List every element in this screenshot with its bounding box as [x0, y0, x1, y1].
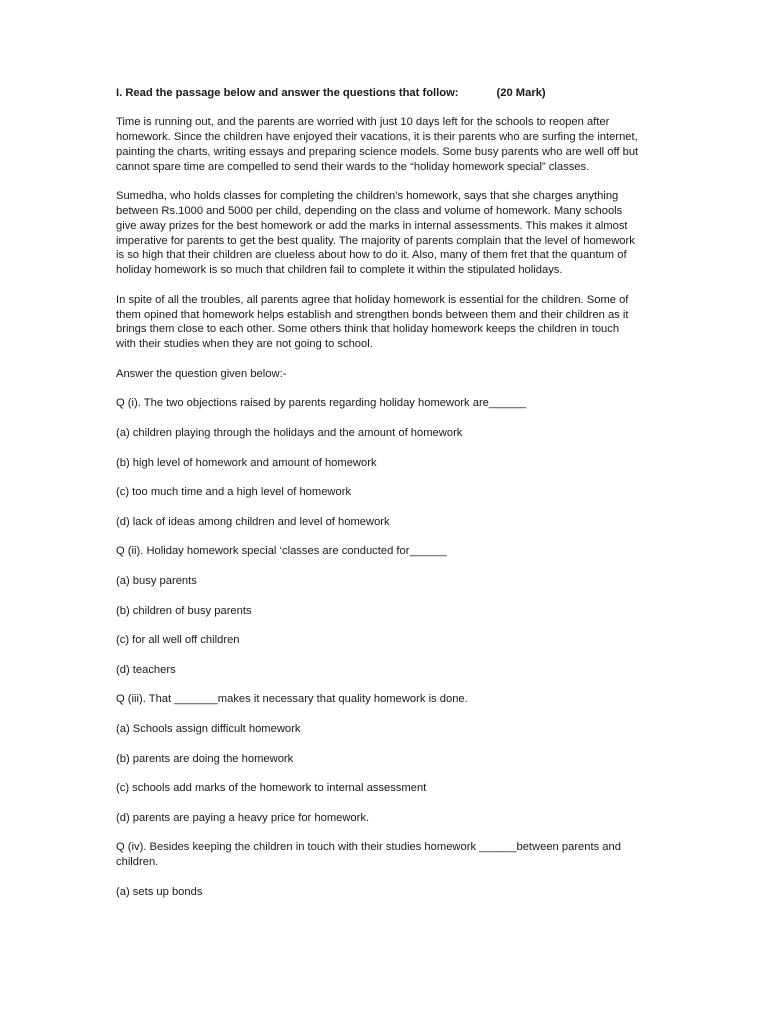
- section-heading: [116, 86, 640, 101]
- q3-option-a: (a) Schools assign difficult homework: [116, 722, 301, 735]
- q4-option-a: (a) sets up bonds: [116, 885, 203, 898]
- q3-option-c: (c) schools add marks of the homework to internal assessment: [116, 782, 427, 795]
- passage-paragraph-3: In spite of all the troubles, all parents agree that holiday homework is essential for the children. Some of them opined that homework helps establish and strengthen bonds between them and their children as it brings them close to each other. Some others think that holiday homework keeps the children in touch with their studies when they are not going to school.: [116, 293, 629, 351]
- question-1: Q (i). The two objections raised by parents regarding holiday homework are______: [116, 397, 527, 410]
- question-2: Q (ii). Holiday homework special ‘classes are conducted for______: [116, 545, 447, 558]
- q2-option-d: (d) teachers: [116, 663, 176, 676]
- q2-option-b: (b) children of busy parents: [116, 604, 252, 617]
- q1-option-a: (a) children playing through the holidays and the amount of homework: [116, 427, 463, 440]
- q3-option-d: (d) parents are paying a heavy price for homework.: [116, 811, 370, 824]
- passage-paragraph-2: Sumedha, who holds classes for completing the children’s homework, says that she charges anything between Rs.1000 and 5000 per child, depending on the class and volume of homework. Many schools give away prizes for the best homework or add the marks in internal assessments. This makes it almost imperative for parents to get the best quality. The majority of parents complain that the level of homework is so high that their children are clueless about how to do it. Also, many of them fret that the quantum of holiday homework is so much that children fail to complete it within the stipulated holidays.: [116, 190, 635, 277]
- instruction-text: Answer the question given below:-: [116, 367, 287, 380]
- question-4: Q (iv). Besides keeping the children in touch with their studies homework ______between parents and children.: [116, 841, 621, 869]
- q2-option-c: (c) for all well off children: [116, 634, 240, 647]
- q3-option-b: (b) parents are doing the homework: [116, 752, 294, 765]
- heading-text: I. Read the passage below and answer the questions that follow:: [116, 87, 459, 99]
- heading-marks: (20 Mark): [496, 87, 546, 99]
- q1-option-b: (b) high level of homework and amount of homework: [116, 456, 377, 469]
- q1-option-d: (d) lack of ideas among children and level of homework: [116, 515, 390, 528]
- document-page: [116, 86, 640, 914]
- question-3: Q (iii). That _______makes it necessary that quality homework is done.: [116, 693, 468, 706]
- passage-paragraph-1: Time is running out, and the parents are worried with just 10 days left for the schools to reopen after homework. Since the children have enjoyed their vacations, it is their parents who are surfing the internet, painting the charts, writing essays and preparing science models. Some busy parents who are well off but cannot spare time are compelled to send their wards to the “holiday homework special” classes.: [116, 116, 639, 173]
- q2-option-a: (a) busy parents: [116, 575, 197, 587]
- q1-option-c: (c) too much time and a high level of homework: [116, 486, 352, 499]
